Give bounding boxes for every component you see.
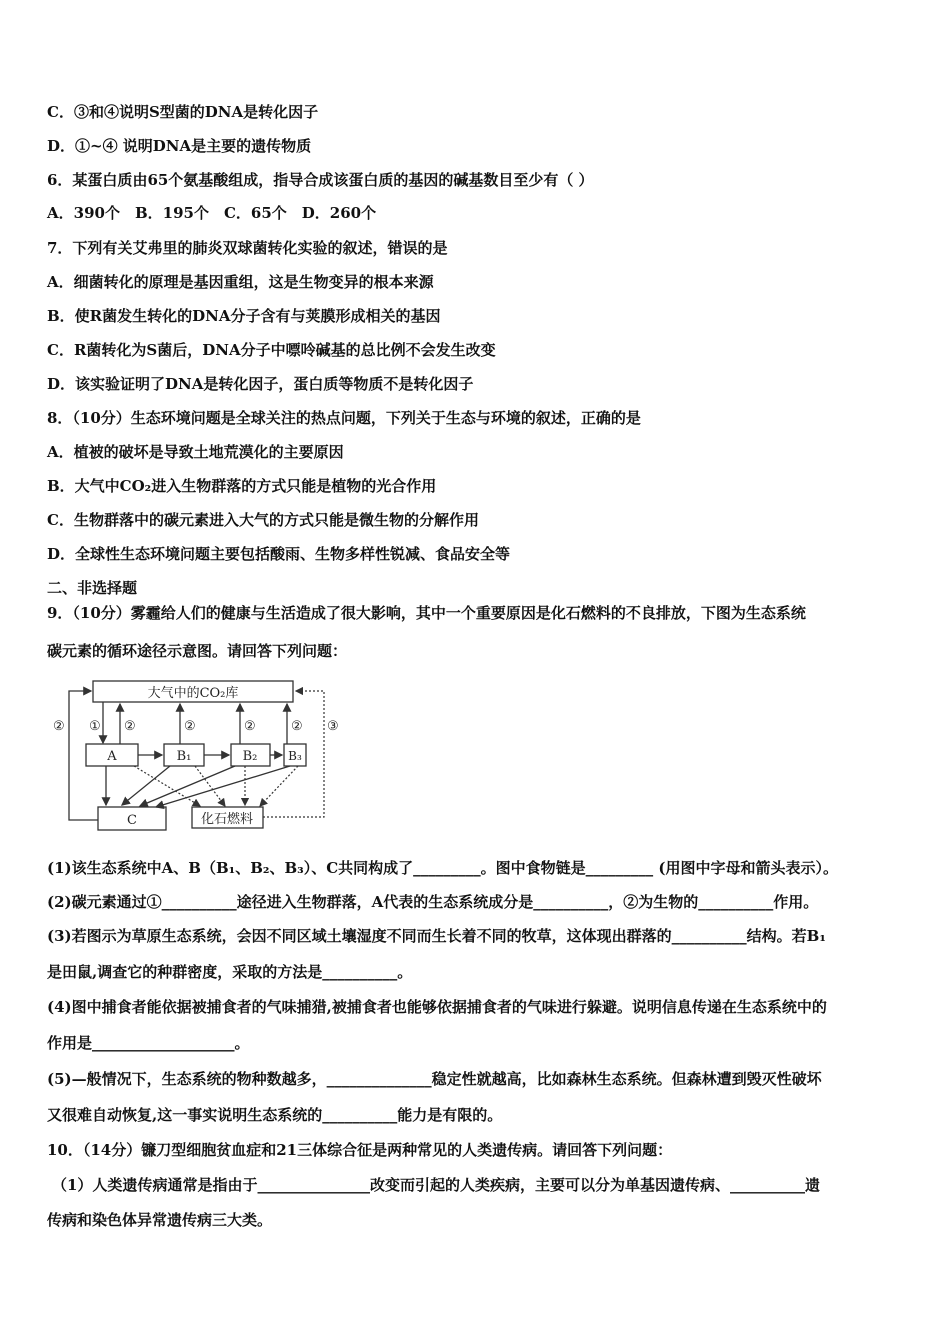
option-7c: C．R菌转化为S菌后，DNA分子中嘌呤碱基的总比例不会发生改变 (47, 341, 496, 359)
option-8b: B．大气中CO₂进入生物群落的方式只能是植物的光合作用 (47, 477, 437, 495)
option-8d: D．全球性生态环境问题主要包括酸雨、生物多样性锐减、食品安全等 (47, 545, 511, 563)
path-2-b2: ② (244, 719, 256, 734)
option-5d: D．①~④ 说明DNA是主要的遗传物质 (47, 137, 312, 155)
q9-part5-cont: 又很难自动恢复,这一事实说明生态系统的__________能力是有限的。 (47, 1106, 503, 1124)
label-fossil: 化石燃料 (200, 812, 254, 827)
option-7d: D．该实验证明了DNA是转化因子，蛋白质等物质不是转化因子 (47, 375, 474, 393)
label-a: A (107, 749, 117, 764)
label-b1: B₁ (176, 749, 192, 764)
path-2-b3: ② (291, 719, 303, 734)
q9-part4: (4)图中捕食者能依据被捕食者的气味捕猎,被捕食者也能够依据捕食者的气味进行躲避。说明信息传递在生态系统中的 (47, 998, 827, 1016)
q9-part5: (5)—般情况下，生态系统的物种数越多，______________稳定性就越高，比如森林生态系统。但森林遭到毁灭性破坏 (47, 1070, 822, 1088)
question-10: 10．（14分）镰刀型细胞贫血症和21三体综合征是两种常见的人类遗传病。请回答下列问题： (47, 1141, 673, 1159)
q10-part1-cont: 传病和染色体异常遗传病三大类。 (47, 1211, 273, 1229)
co2-pool-label: 大气中的CO₂库 (147, 686, 239, 701)
carbon-cycle-diagram (40, 670, 360, 840)
option-7b: B．使R菌发生转化的DNA分子含有与荚膜形成相关的基因 (47, 307, 441, 325)
question-7: 7．下列有关艾弗里的肺炎双球菌转化实验的叙述，错误的是 (47, 239, 448, 257)
option-7a: A．细菌转化的原理是基因重组，这是生物变异的根本来源 (47, 273, 434, 291)
label-b2: B₂ (242, 749, 258, 764)
q10-part1: （1）人类遗传病通常是指由于_______________改变而引起的人类疾病，主要可以分为单基因遗传病、__________遗 (52, 1176, 820, 1194)
path-2-b1: ② (184, 719, 196, 734)
question-9: 9．（10分）雾霾给人们的健康与生活造成了很大影响，其中一个重要原因是化石燃料的不良排放，下图为生态系统 (47, 604, 806, 622)
q9-part4-cont: 作用是___________________。 (47, 1034, 250, 1052)
path-2-a: ② (124, 719, 136, 734)
question-9-cont: 碳元素的循环途径示意图。请回答下列问题： (47, 642, 348, 660)
path-3: ③ (327, 719, 339, 734)
option-5c: C．③和④说明S型菌的DNA是转化因子 (47, 103, 319, 121)
option-8c: C．生物群落中的碳元素进入大气的方式只能是微生物的分解作用 (47, 511, 479, 529)
label-c: C (127, 813, 137, 828)
question-6: 6．某蛋白质由65个氨基酸组成，指导合成该蛋白质的基因的碱基数目至少有（ ） (47, 171, 594, 189)
section-heading: 二、非选择题 (47, 579, 138, 597)
option-8a: A．植被的破坏是导致土地荒漠化的主要原因 (47, 443, 344, 461)
label-b3: B₃ (288, 749, 302, 763)
q9-part3: (3)若图示为草原生态系统，会因不同区域土壤湿度不同而生长着不同的牧草，这体现出群落的__________结构。若B₁ (47, 927, 826, 945)
path-2-left: ② (53, 719, 65, 734)
question-8: 8．（10分）生态环境问题是全球关注的热点问题，下列关于生态与环境的叙述，正确的是 (47, 409, 641, 427)
path-1: ① (89, 719, 101, 734)
q9-part2: (2)碳元素通过①__________途径进入生物群落，A代表的生态系统成分是__________，②为生物的__________作用。 (47, 893, 819, 911)
q9-part3-cont: 是田鼠,调查它的种群密度，采取的方法是__________。 (47, 963, 413, 981)
question-6-options: A．390个 B．195个 C．65个 D．260个 (47, 204, 377, 222)
q9-part1: (1)该生态系统中A、B（B₁、B₂、B₃）、C共同构成了_________。图中食物链是_________ (用图中字母和箭头表示）。 (47, 859, 838, 877)
